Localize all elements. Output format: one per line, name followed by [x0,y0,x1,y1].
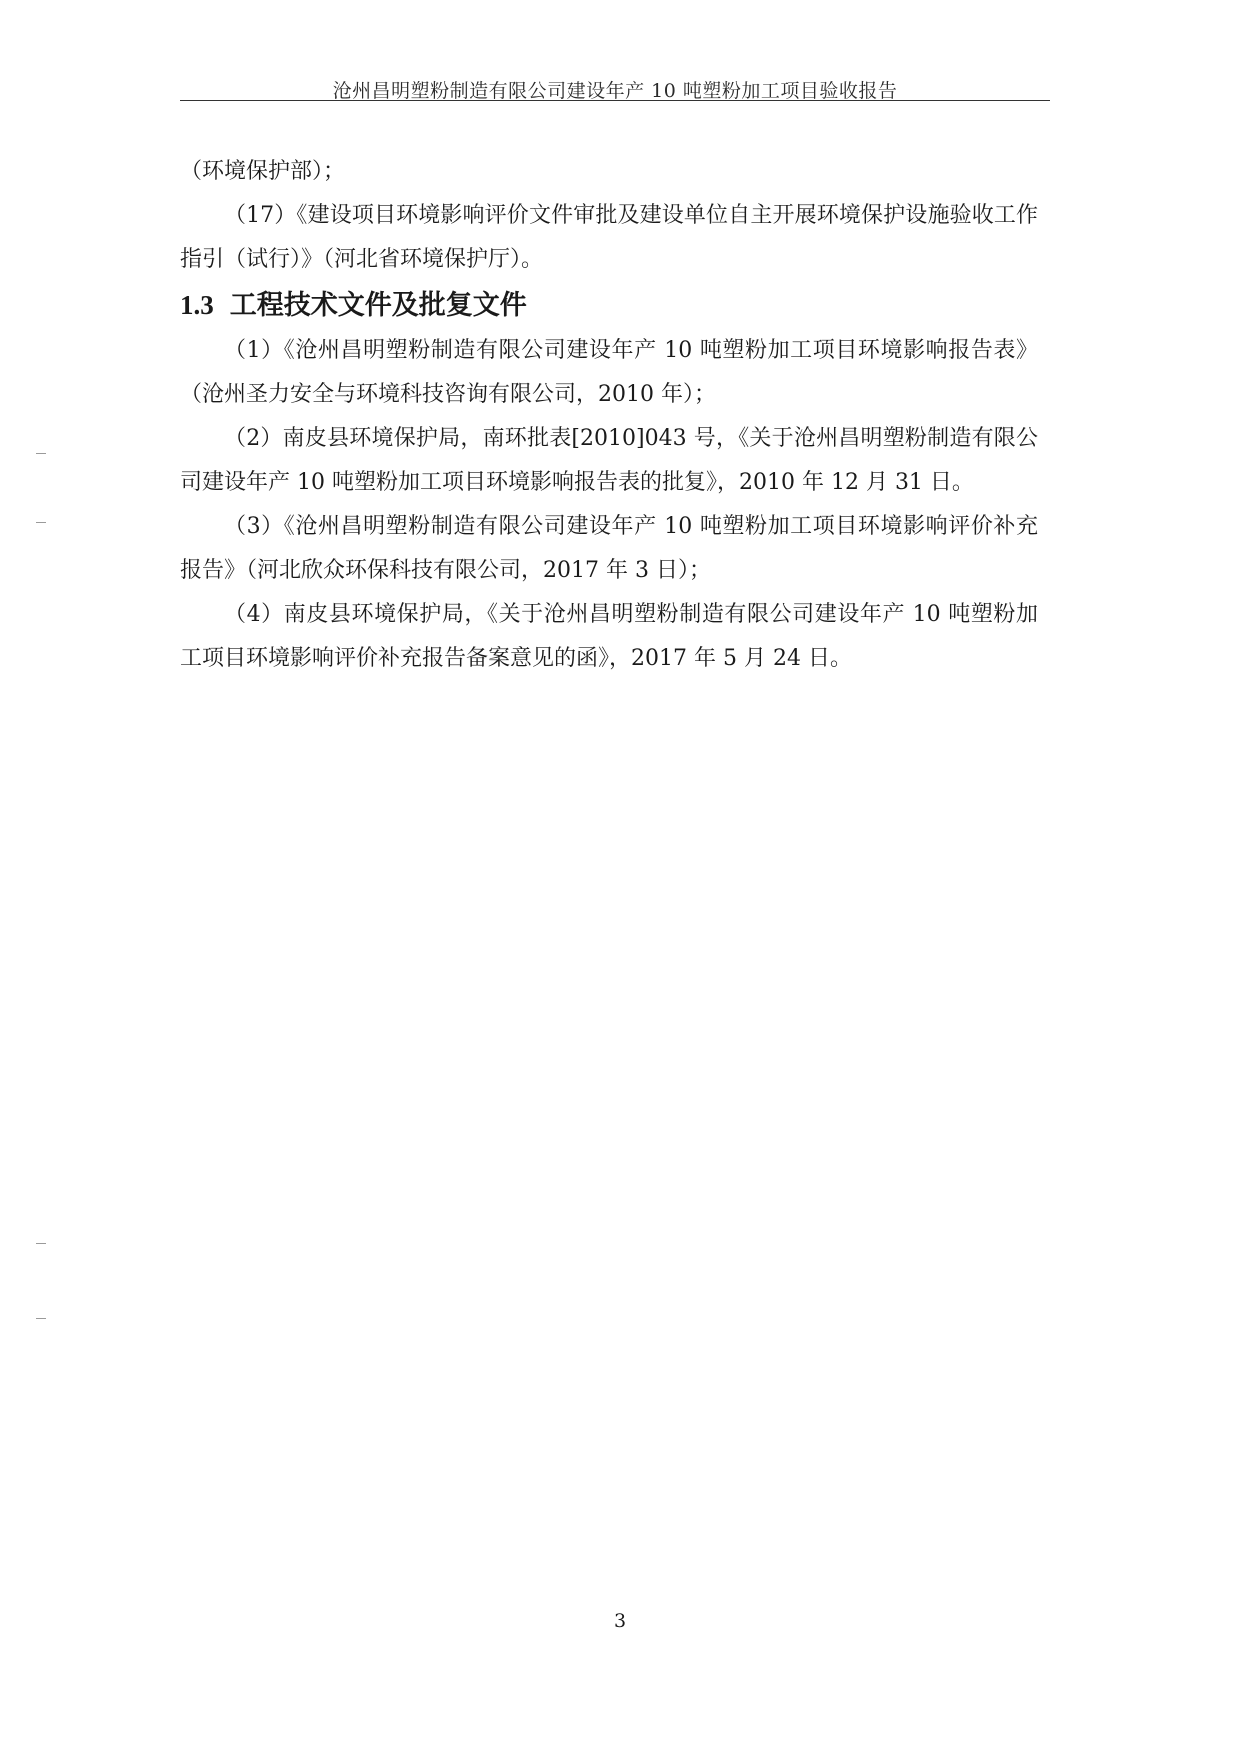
page-number: 3 [613,1610,627,1632]
section-title: 工程技术文件及批复文件 [229,290,527,321]
header-rule [180,100,1050,101]
scan-artifact [36,453,46,454]
reference-item-4: （4）南皮县环境保护局，《关于沧州昌明塑粉制造有限公司建设年产 10 吨塑粉加工项目环境影响评价补充报告备案意见的函》，2017 年 5 月 24 日。 [180,602,1038,671]
scan-artifact [36,1318,46,1319]
reference-item-3: （3）《沧州昌明塑粉制造有限公司建设年产 10 吨塑粉加工项目环境影响评价补充报告》（河北欣众环保科技有限公司，2017 年 3 日）； [180,514,1038,583]
section-number: 1.3 [180,290,214,320]
section-heading [180,282,1038,329]
reference-item-2: （2）南皮县环境保护局，南环批表[2010]043 号，《关于沧州昌明塑粉制造有限公司建设年产 10 吨塑粉加工项目环境影响报告表的批复》，2010 年 12 月 31 日。 [180,426,1038,495]
reference-item-1: （1）《沧州昌明塑粉制造有限公司建设年产 10 吨塑粉加工项目环境影响报告表》（沧州圣力安全与环境科技咨询有限公司，2010 年）； [180,338,1038,407]
scan-artifact [36,1243,46,1244]
continuation-paragraph: （环境保护部）； [180,159,346,184]
running-header: 沧州昌明塑粉制造有限公司建设年产 10 吨塑粉加工项目验收报告 [332,80,898,102]
scan-artifact [36,522,46,523]
document-body [180,150,1038,681]
reference-item-17: （17）《建设项目环境影响评价文件审批及建设单位自主开展环境保护设施验收工作指引（试行）》（河北省环境保护厅）。 [180,203,1038,272]
